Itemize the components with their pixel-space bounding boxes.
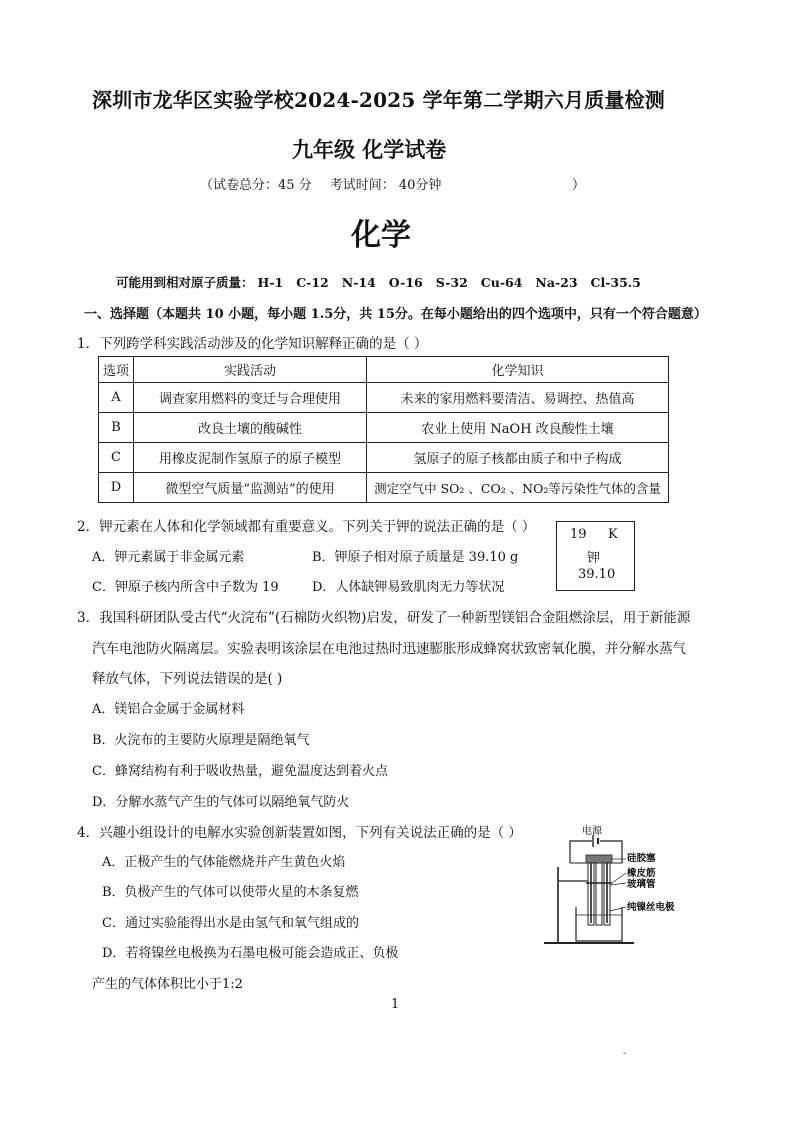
exam-meta — [200, 174, 586, 193]
table-row — [99, 413, 669, 443]
electrolysis-apparatus-diagram — [536, 823, 686, 949]
table-row — [99, 383, 669, 413]
q3-stem-line1: 3．我国科研团队受古代“火浣布”(石棉防火织物)启发，研发了一种新型镁铝合金阻燃涂层，用于新能源 — [77, 610, 691, 626]
scan-speck: - — [623, 1048, 627, 1059]
q2-option-b: B．钾原子相对原子质量是 39.10 g — [312, 550, 519, 565]
table-header-row — [99, 357, 669, 383]
table-cell: 测定空气中 SO₂ 、CO₂ 、NO₂等污染性气体的含量 — [367, 473, 669, 503]
table-cell: 未来的家用燃料要清洁、易调控、热值高 — [367, 383, 669, 413]
table-cell: C — [99, 443, 134, 473]
q2-option-c: C．钾原子核内所含中子数为 19 — [92, 580, 279, 595]
q3-stem-line3: 释放气体，下列说法错误的是( ) — [92, 671, 283, 687]
q2-option-a: A．钾元素属于非金属元素 — [92, 550, 245, 565]
element-atomic-mass: 39.10 — [578, 567, 616, 582]
table-cell: 氢原子的原子核都由质子和中子构成 — [367, 443, 669, 473]
element-atomic-number: 19 — [570, 527, 587, 542]
q3-stem-line2: 汽车电池防火隔离层。实验表明该涂层在电池过热时迅速膨胀形成蜂窝状致密氧化膜，并分解水蒸气 — [92, 641, 686, 657]
table-cell: 调查家用燃料的变迁与合理使用 — [134, 383, 367, 413]
atomic-mass-item: Na-23 — [535, 275, 578, 290]
atomic-masses — [116, 273, 654, 291]
q4-option-a: A．正极产生的气体能燃烧并产生黄色火焰 — [102, 855, 346, 870]
element-card-potassium — [556, 521, 635, 591]
q4-option-b: B．负极产生的气体可以使带火星的木条复燃 — [102, 885, 359, 900]
table-cell: 改良土壤的酸碱性 — [134, 413, 367, 443]
diagram-label-electrode: 纯镍丝电极 — [627, 902, 675, 913]
subject-heading: 化学 — [351, 218, 411, 253]
q4-option-d-continued: 产生的气体体积比小于1:2 — [92, 977, 243, 992]
exam-duration: 考试时间： 40分钟 — [329, 178, 442, 193]
atomic-mass-item: C-12 — [296, 275, 329, 290]
q4-option-c: C．通过实验能得出水是由氢气和氧气组成的 — [102, 916, 359, 931]
atomic-mass-item: O-16 — [388, 275, 423, 290]
exam-subtitle: 九年级 化学试卷 — [292, 137, 447, 162]
q4-option-d: D．若将镍丝电极换为石墨电极可能会造成正、负极 — [102, 946, 399, 961]
table-header-cell: 选项 — [99, 357, 134, 383]
atomic-masses-label: 可能用到相对原子质量： — [116, 275, 254, 290]
diagram-label-tube: 玻璃管 — [627, 879, 656, 890]
table-cell: D — [99, 473, 134, 503]
q3-option-a: A．镁铝合金属于金属材料 — [92, 702, 245, 717]
table-header-cell: 化学知识 — [367, 357, 669, 383]
q2-option-d: D．人体缺钾易致肌肉无力等状况 — [312, 580, 505, 595]
q1-table — [98, 356, 669, 503]
table-cell: A — [99, 383, 134, 413]
diagram-label-band: 橡皮筋 — [627, 868, 656, 879]
atomic-mass-item: S-32 — [435, 275, 468, 290]
exam-title: 深圳市龙华区实验学校2024-2025 学年第二学期六月质量检测 — [92, 88, 665, 112]
table-row — [99, 443, 669, 473]
table-cell: 用橡皮泥制作氢原子的原子模型 — [134, 443, 367, 473]
q3-option-c: C．蜂窝结构有利于吸收热量，避免温度达到着火点 — [92, 764, 388, 779]
q2-stem: 2．钾元素在人体和化学领域都有重要意义。下列关于钾的说法正确的是（ ） — [77, 519, 536, 535]
element-name: 钾 — [587, 551, 601, 566]
diagram-label-stopper: 硅胶塞 — [627, 853, 656, 864]
q3-option-b: B．火浣布的主要防火原理是隔绝氧气 — [92, 733, 310, 748]
table-row — [99, 473, 669, 503]
table-cell: B — [99, 413, 134, 443]
element-symbol: K — [608, 527, 618, 542]
exam-total-score: （试卷总分：45 分 — [200, 178, 312, 193]
table-header-cell: 实践活动 — [134, 357, 367, 383]
table-cell: 农业上使用 NaOH 改良酸性土壤 — [367, 413, 669, 443]
section-heading: 一、选择题（本题共 10 小题，每小题 1.5分，共 15分。在每小题给出的四个选项中，只有一个符合题意） — [84, 307, 707, 322]
diagram-label-power: 电源 — [582, 826, 602, 837]
q4-stem: 4．兴趣小组设计的电解水实验创新装置如图，下列有关说法正确的是（ ） — [77, 825, 522, 841]
table-cell: 微型空气质量“监测站”的使用 — [134, 473, 367, 503]
atomic-mass-item: N-14 — [341, 275, 376, 290]
page-number: 1 — [391, 997, 400, 1012]
meta-close-paren: ） — [572, 178, 586, 193]
atomic-mass-item: Cl-35.5 — [590, 275, 641, 290]
q1-stem: 1．下列跨学科实践活动涉及的化学知识解释正确的是（ ） — [77, 336, 428, 352]
q3-option-d: D．分解水蒸气产生的气体可以隔绝氧气防火 — [92, 795, 350, 810]
atomic-mass-item: H-1 — [257, 275, 284, 290]
atomic-mass-item: Cu-64 — [480, 275, 523, 290]
